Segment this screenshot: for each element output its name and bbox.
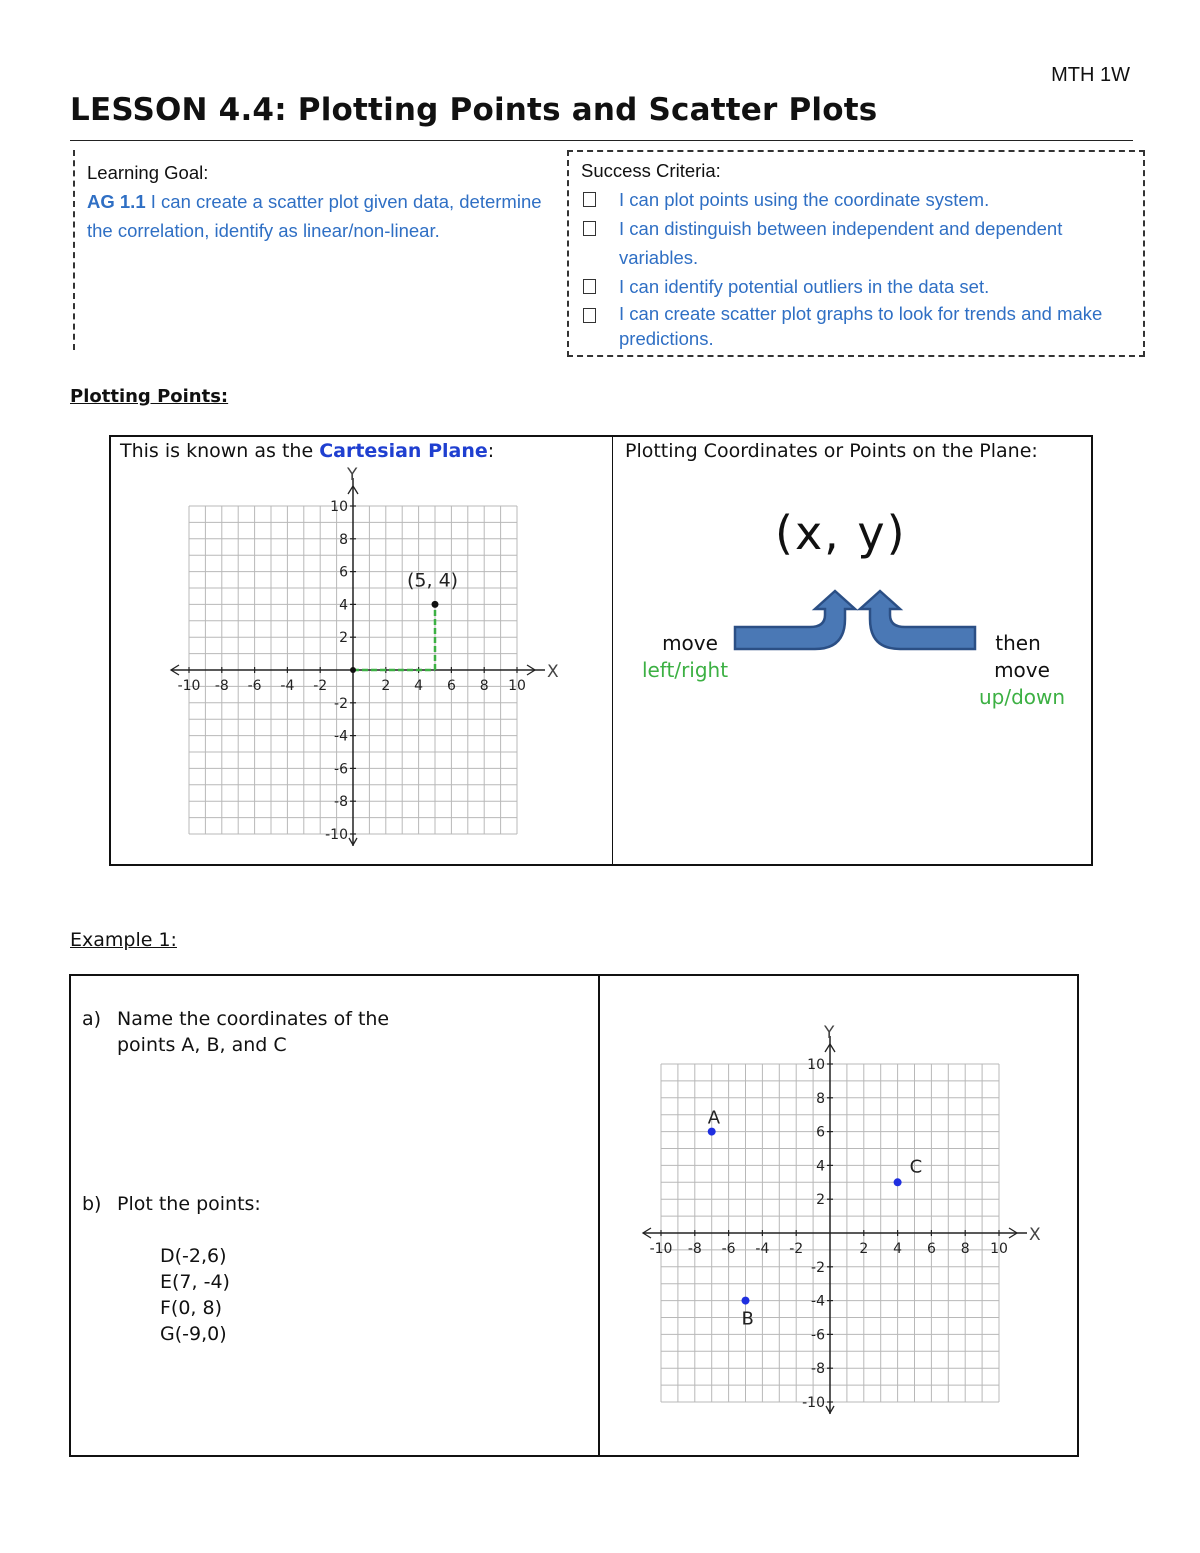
y-tick-label: -8 <box>811 1361 825 1378</box>
checkbox-icon <box>583 192 596 207</box>
y-axis-label: Y <box>824 1023 835 1043</box>
points-to-plot-list <box>160 1243 230 1347</box>
x-tick-label: 4 <box>414 678 424 694</box>
x-tick-label: 2 <box>381 678 391 694</box>
part-b-letter: b) <box>82 1193 102 1215</box>
criteria-item: I can plot points using the coordinate system. <box>581 185 1136 214</box>
y-tick-label: -2 <box>811 1259 825 1276</box>
data-point <box>742 1297 750 1305</box>
cartesian-plane-chart <box>165 466 585 858</box>
y-tick-label: 10 <box>807 1057 825 1073</box>
criteria-item: I can create scatter plot graphs to look for trends and make predictions. <box>581 301 1136 351</box>
x-tick-label: -10 <box>177 678 201 694</box>
y-tick-label: 8 <box>816 1090 825 1107</box>
y-tick-label: 2 <box>339 630 348 647</box>
xy-notation: (x, y) <box>775 506 907 560</box>
table-divider <box>598 974 600 1455</box>
y-tick-label: -10 <box>325 827 348 843</box>
x-tick-label: 6 <box>446 678 456 694</box>
x-tick-label: -8 <box>214 678 229 694</box>
learning-goal-box <box>73 150 555 350</box>
point-label: C <box>909 1156 923 1178</box>
checkbox-icon <box>583 221 596 236</box>
example-1-heading: Example 1: <box>70 929 177 951</box>
y-tick-label: -4 <box>811 1293 825 1310</box>
list-item: G(-9,0) <box>160 1323 227 1345</box>
axes <box>643 1023 1041 1414</box>
y-tick-label: 4 <box>339 597 348 614</box>
y-tick-label: -2 <box>334 695 348 712</box>
x-tick-label: 8 <box>479 678 489 694</box>
point-label: A <box>707 1107 721 1129</box>
plotting-points-heading: Plotting Points: <box>70 386 229 407</box>
learning-goal-code: AG 1.1 <box>87 191 146 212</box>
checkbox-icon <box>583 279 596 294</box>
x-tick-label: -2 <box>789 1241 804 1257</box>
y-tick-label: 6 <box>816 1124 825 1141</box>
cartesian-caption: This is known as the Cartesian Plane: <box>120 440 495 462</box>
y-tick-label: 2 <box>816 1192 825 1209</box>
y-tick-label: -6 <box>334 761 348 778</box>
criteria-item: I can distinguish between independent and dependent variables. <box>581 214 1136 272</box>
x-tick-label: -6 <box>721 1241 736 1257</box>
x-tick-label: -8 <box>687 1241 702 1257</box>
success-criteria-label: Success Criteria: <box>581 160 721 181</box>
x-tick-label: -4 <box>280 678 295 694</box>
table-divider <box>612 435 613 864</box>
y-tick-label: -10 <box>802 1395 825 1411</box>
y-tick-label: -8 <box>334 794 348 811</box>
up-down-label: up/down <box>978 685 1066 709</box>
y-tick-label: 6 <box>339 564 348 581</box>
y-tick-label: 8 <box>339 531 348 548</box>
y-tick-label: -6 <box>811 1327 825 1344</box>
x-tick-label: -6 <box>247 678 262 694</box>
example-1-chart <box>632 1015 1052 1430</box>
x-tick-label: 4 <box>893 1241 903 1257</box>
list-item: E(7, -4) <box>160 1271 230 1293</box>
checkbox-icon <box>583 308 596 323</box>
learning-goal-statement: I can create a scatter plot given data, determine the correlation, identify as linear/non-linear. <box>87 191 542 241</box>
direction-arrows <box>725 585 985 665</box>
arrow-right-up-icon <box>735 591 855 649</box>
arrow-left-up-icon <box>860 591 975 649</box>
learning-goal-text <box>87 187 542 245</box>
x-tick-label: 2 <box>859 1241 869 1257</box>
x-tick-label: 10 <box>990 1241 1008 1257</box>
x-tick-label: 6 <box>926 1241 936 1257</box>
list-item: F(0, 8) <box>160 1297 223 1319</box>
cartesian-plane-term: Cartesian Plane <box>319 440 488 462</box>
y-tick-label: 4 <box>816 1158 825 1175</box>
x-tick-label: -10 <box>649 1241 673 1257</box>
data-point <box>894 1178 902 1186</box>
move-label: move <box>662 631 718 655</box>
part-b-question: Plot the points: <box>117 1193 261 1215</box>
title-divider <box>70 140 1133 141</box>
tick-labels <box>650 1057 1008 1411</box>
y-axis-label: Y <box>347 466 358 485</box>
x-tick-label: 8 <box>960 1241 970 1257</box>
learning-goal-label: Learning Goal: <box>87 162 209 183</box>
move-label-2: move <box>994 658 1050 682</box>
page-title: LESSON 4.4: Plotting Points and Scatter Plots <box>70 92 878 128</box>
list-item: D(-2,6) <box>160 1245 227 1267</box>
plotting-coordinates-heading: Plotting Coordinates or Points on the Plane: <box>625 440 1038 462</box>
x-axis-label: X <box>547 662 559 682</box>
point-label: (5, 4) <box>407 569 459 592</box>
data-point <box>708 1128 716 1136</box>
success-criteria-box <box>567 150 1145 357</box>
point-label: B <box>741 1308 754 1330</box>
then-label: then <box>995 631 1041 655</box>
left-right-label: left/right <box>641 658 729 682</box>
origin-point <box>350 667 356 673</box>
criteria-item: I can identify potential outliers in the data set. <box>581 272 1136 301</box>
y-tick-label: -4 <box>334 728 348 745</box>
part-a-letter: a) <box>82 1008 102 1030</box>
y-tick-label: 10 <box>330 499 348 515</box>
x-axis-label: X <box>1029 1225 1041 1245</box>
x-tick-label: -2 <box>313 678 328 694</box>
x-tick-label: -4 <box>755 1241 770 1257</box>
data-point <box>432 601 439 608</box>
x-tick-label: 10 <box>508 678 526 694</box>
part-a-question: Name the coordinates of the points A, B, and C <box>117 1008 390 1056</box>
course-code: MTH 1W <box>1051 64 1130 86</box>
